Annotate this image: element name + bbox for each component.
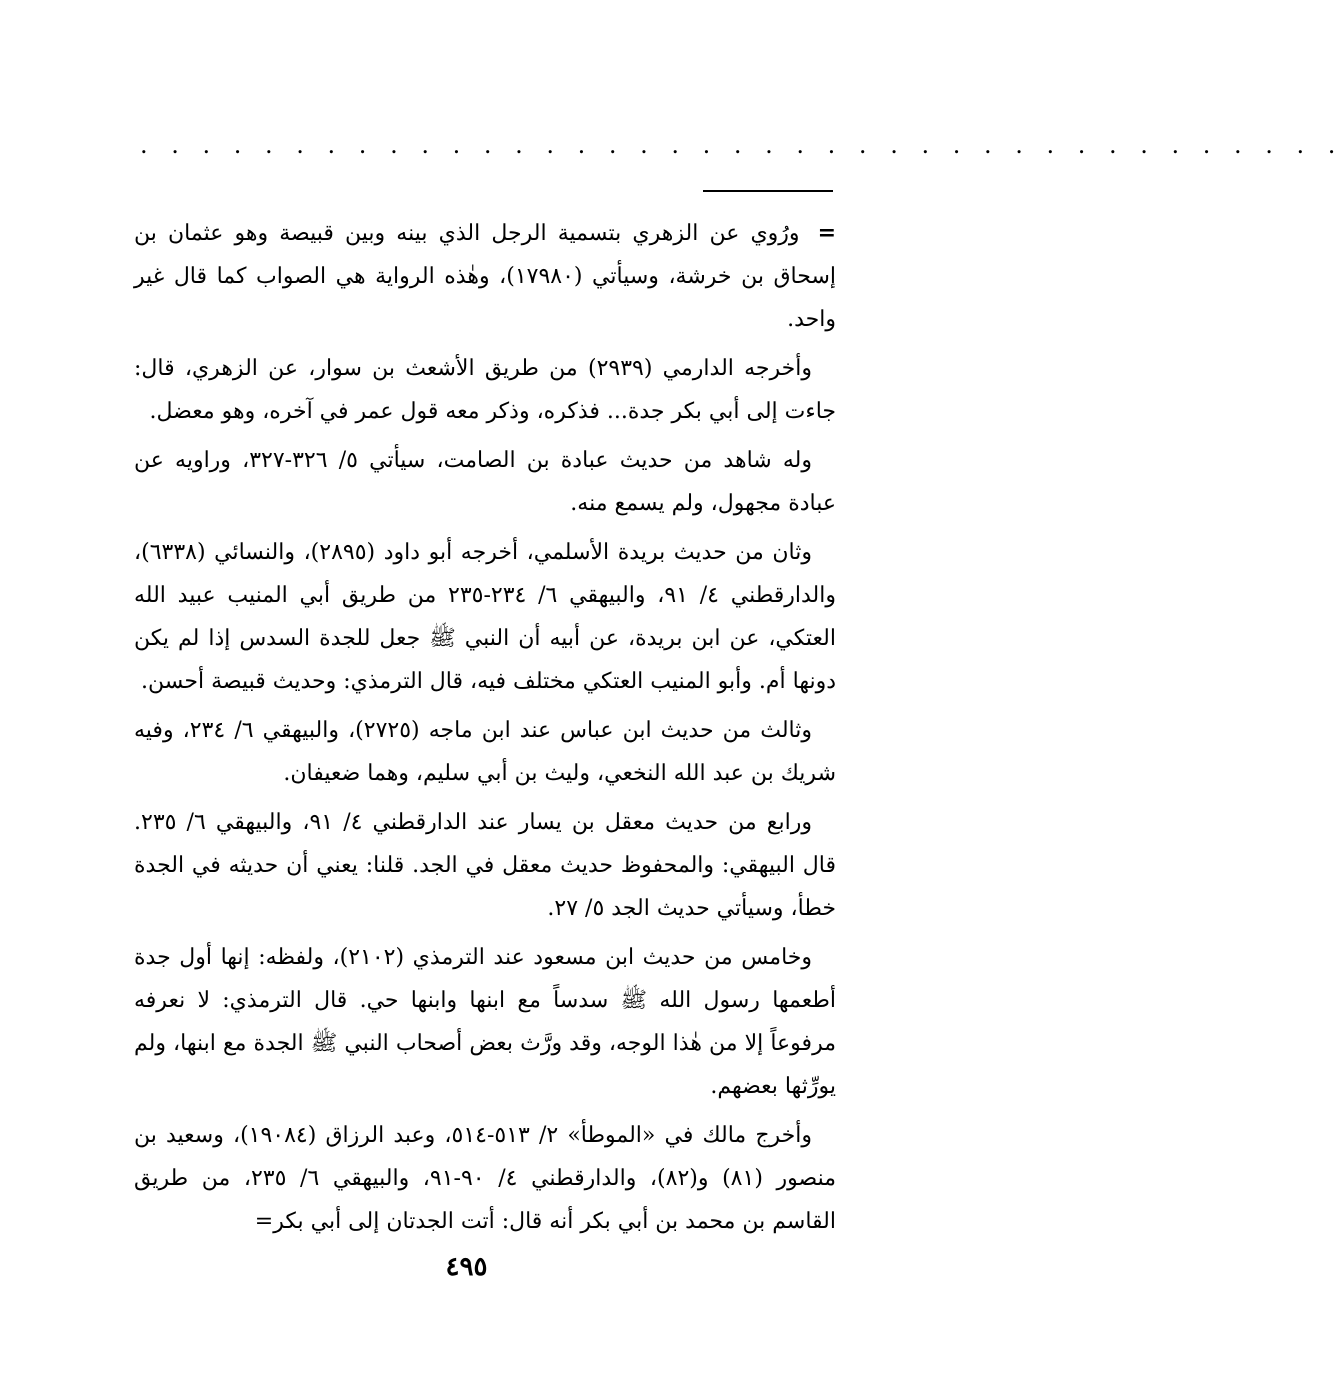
- footnote-paragraph-3: وله شاهد من حديث عبادة بن الصامت، سيأتي ٥/ ٣٢٦-٣٢٧، وراويه عن عبادة مجهول، ولم يسمع منه.: [134, 448, 836, 516]
- continuation-mark: =: [817, 220, 836, 246]
- footnote-paragraph-4: وثان من حديث بريدة الأسلمي، أخرجه أبو داود (٢٨٩٥)، والنسائي (٦٣٣٨)، والدارقطني ٤/ ٩١، والبيهقي ٦/ ٢٣٤-٢٣٥ من طريق أبي المنيب عبيد الله العتكي، عن ابن بريدة، عن أبيه أن النبي ﷺ جعل للجدة السدس إذا لم يكن دونها أم. وأبو المنيب العتكي مختلف فيه، قال الترمذي: وحديث قبيصة أحسن.: [134, 540, 836, 694]
- footnote-paragraph-1: [134, 212, 836, 341]
- paragraph-text: ورُوي عن الزهري بتسمية الرجل الذي بينه وبين قبيصة وهو عثمان بن إسحاق بن خرشة، وسيأتي (١٧٩٨٠)، وهٰذه الرواية هي الصواب كما قال غير واحد.: [134, 221, 837, 332]
- footnote-paragraph-5: وثالث من حديث ابن عباس عند ابن ماجه (٢٧٢٥)، والبيهقي ٦/ ٢٣٤، وفيه شريك بن عبد الله النخعي، وليث بن أبي سليم، وهما ضعيفان.: [134, 718, 836, 786]
- footnote-paragraph-6: ورابع من حديث معقل بن يسار عند الدارقطني ٤/ ٩١، والبيهقي ٦/ ٢٣٥. قال البيهقي: والمحفوظ حديث معقل في الجد. قلنا: يعني أن حديثه في الجدة خطأ، وسيأتي حديث الجد ٥/ ٢٧.: [134, 810, 836, 921]
- footnote-rule: [703, 190, 833, 192]
- dotted-separator: . . . . . . . . . . . . . . . . . . . . . . . . . . . . . . . . . . . . . . .: [140, 131, 1343, 159]
- footnote-paragraph-8: وأخرج مالك في «الموطأ» ٢/ ٥١٣-٥١٤، وعبد الرزاق (١٩٠٨٤)، وسعيد بن منصور (٨١) و(٨٢)، والدارقطني ٤/ ٩٠-٩١، والبيهقي ٦/ ٢٣٥، من طريق القاسم بن محمد بن أبي بكر أنه قال: أتت الجدتان إلى أبي بكر=: [134, 1123, 836, 1234]
- footnote-paragraph-2: وأخرجه الدارمي (٢٩٣٩) من طريق الأشعث بن سوار، عن الزهري، قال: جاءت إلى أبي بكر جدة... فذكره، وذكر معه قول عمر في آخره، وهو معضل.: [134, 356, 836, 424]
- footnote-paragraph-7: وخامس من حديث ابن مسعود عند الترمذي (٢١٠٢)، ولفظه: إنها أول جدة أطعمها رسول الله ﷺ سدساً مع ابنها وابنها حي. قال الترمذي: لا نعرفه مرفوعاً إلا من هٰذا الوجه، وقد ورَّث بعض أصحاب النبي ﷺ الجدة مع ابنها، ولم يورِّثها بعضهم.: [134, 945, 836, 1099]
- page-number: ٤٩٥: [445, 1252, 488, 1282]
- footnote-body: [134, 212, 836, 1249]
